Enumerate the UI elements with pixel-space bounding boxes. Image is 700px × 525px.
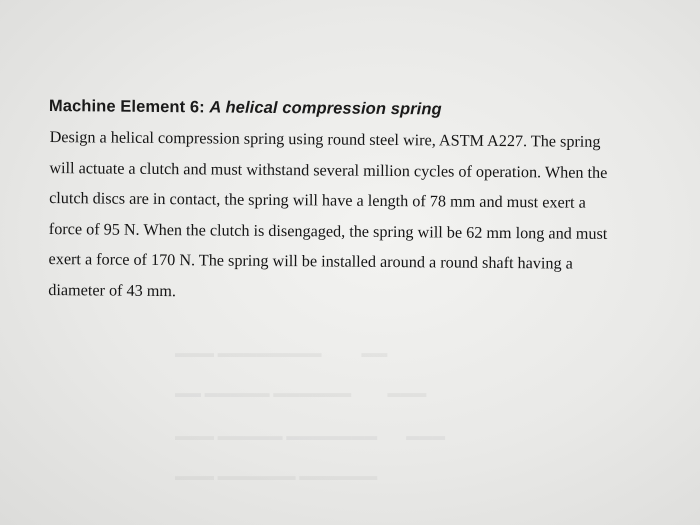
show-through-shadow bbox=[175, 345, 387, 360]
paragraph-line: Design a helical compression spring using round steel wire, ASTM A227. The spring bbox=[49, 128, 601, 151]
paragraph-line: clutch discs are in contact, the spring will have a length of 78 mm and must exert a bbox=[49, 189, 586, 212]
show-through-shadow bbox=[175, 428, 445, 443]
heading-label: Machine Element 6: bbox=[48, 97, 205, 117]
heading-title: A helical compression spring bbox=[209, 98, 442, 119]
problem-paragraph bbox=[45, 122, 667, 310]
problem-text-block bbox=[45, 97, 667, 310]
show-through-shadow bbox=[175, 385, 426, 400]
paragraph-line: diameter of 43 mm. bbox=[48, 280, 177, 300]
paragraph-line: force of 95 N. When the clutch is disengaged, the spring will be 62 mm long and must bbox=[48, 219, 608, 243]
paragraph-line: will actuate a clutch and must withstand several million cycles of operation. When the bbox=[49, 158, 608, 182]
paragraph-line: exert a force of 170 N. The spring will be installed around a round shaft having a bbox=[48, 250, 573, 273]
show-through-shadow bbox=[175, 468, 377, 483]
problem-heading bbox=[49, 97, 667, 121]
